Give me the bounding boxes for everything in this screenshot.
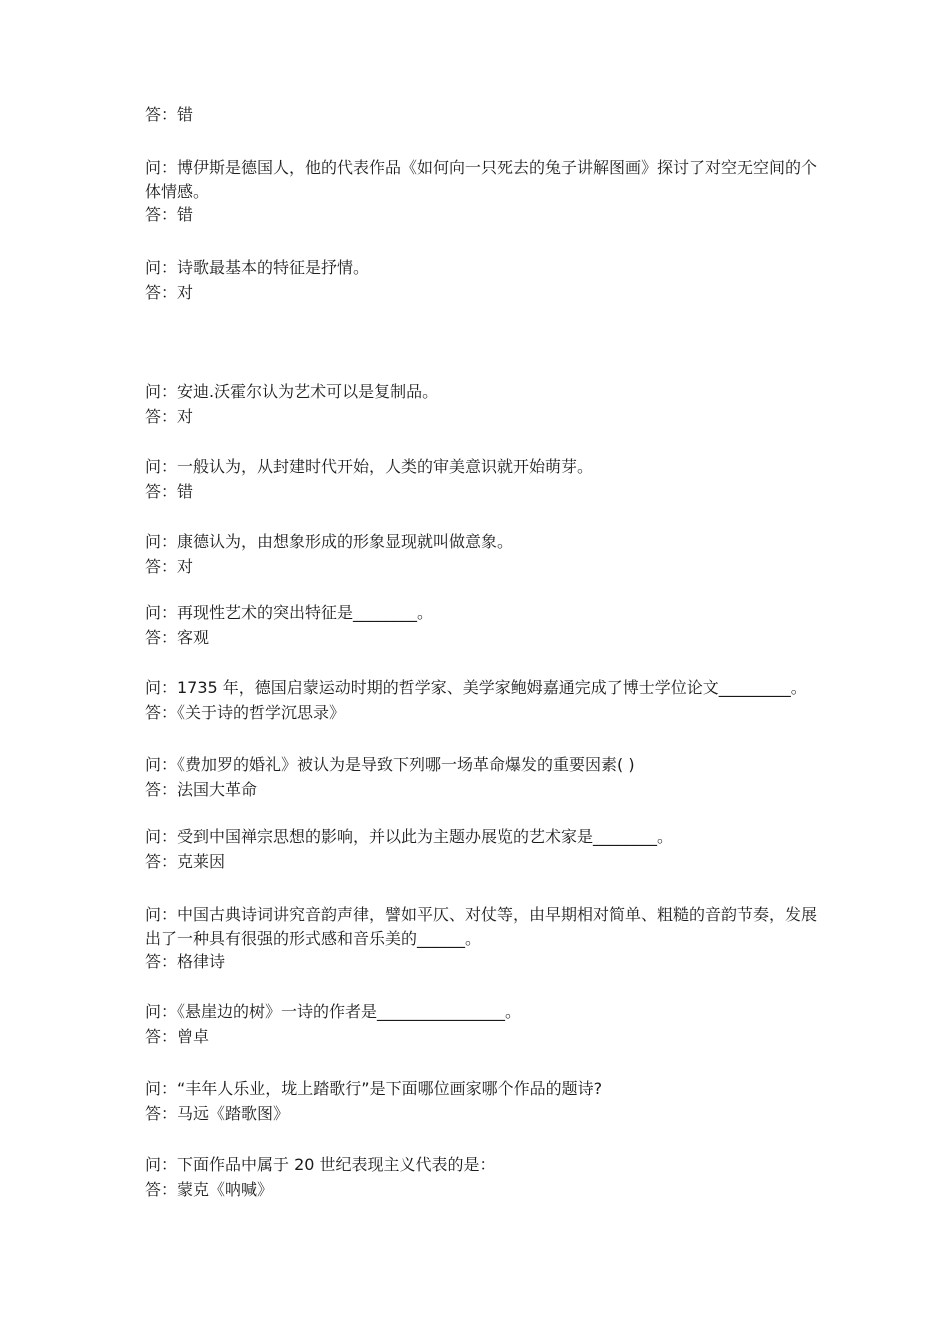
question-text: 问：安迪.沃霍尔认为艺术可以是复制品。 xyxy=(145,382,439,401)
answer-text: 答：对 xyxy=(145,407,194,426)
answer-text: 答：曾卓 xyxy=(145,1027,210,1046)
answer-text: 答：马远《踏歌图》 xyxy=(145,1104,290,1123)
question-text: 问：受到中国禅宗思想的影响，并以此为主题办展览的艺术家是________。 xyxy=(145,827,674,846)
answer-text: 答：错 xyxy=(145,205,194,224)
answer-text: 答：错 xyxy=(145,482,194,501)
question-text: 问：《悬崖边的树》一诗的作者是________________。 xyxy=(145,1002,522,1021)
question-text: 问：1735 年，德国启蒙运动时期的哲学家、美学家鲍姆嘉通完成了博士学位论文_________。 xyxy=(145,678,807,697)
question-text: 问：再现性艺术的突出特征是________。 xyxy=(145,603,434,622)
answer-text: 答：克莱因 xyxy=(145,852,226,871)
question-text: 问：中国古典诗词讲究音韵声律，譬如平仄、对仗等，由早期相对简单、粗糙的音韵节奏，发展出了一种具有很强的形式感和音乐美的______。 xyxy=(145,905,818,948)
answer-text: 答：《关于诗的哲学沉思录》 xyxy=(145,703,346,722)
question-text: 问：诗歌最基本的特征是抒情。 xyxy=(145,258,370,277)
question-text: 问：康德认为，由想象形成的形象显现就叫做意象。 xyxy=(145,532,514,551)
answer-text: 答：对 xyxy=(145,557,194,576)
answer-text: 答：法国大革命 xyxy=(145,780,258,799)
question-text: 问：博伊斯是德国人，他的代表作品《如何向一只死去的兔子讲解图画》探讨了对空无空间的个体情感。 xyxy=(145,158,818,201)
answer-text: 答：格律诗 xyxy=(145,952,226,971)
answer-text: 答：错 xyxy=(145,105,194,124)
answer-text: 答：蒙克《呐喊》 xyxy=(145,1180,274,1199)
answer-text: 答：对 xyxy=(145,283,194,302)
question-text: 问：下面作品中属于 20 世纪表现主义代表的是： xyxy=(145,1155,496,1174)
question-text: 问：《费加罗的婚礼》被认为是导致下列哪一场革命爆发的重要因素( ) xyxy=(145,755,635,774)
question-text: 问：一般认为，从封建时代开始，人类的审美意识就开始萌芽。 xyxy=(145,457,594,476)
answer-text: 答：客观 xyxy=(145,628,210,647)
question-text: 问：“丰年人乐业，垅上踏歌行”是下面哪位画家哪个作品的题诗? xyxy=(145,1079,603,1098)
